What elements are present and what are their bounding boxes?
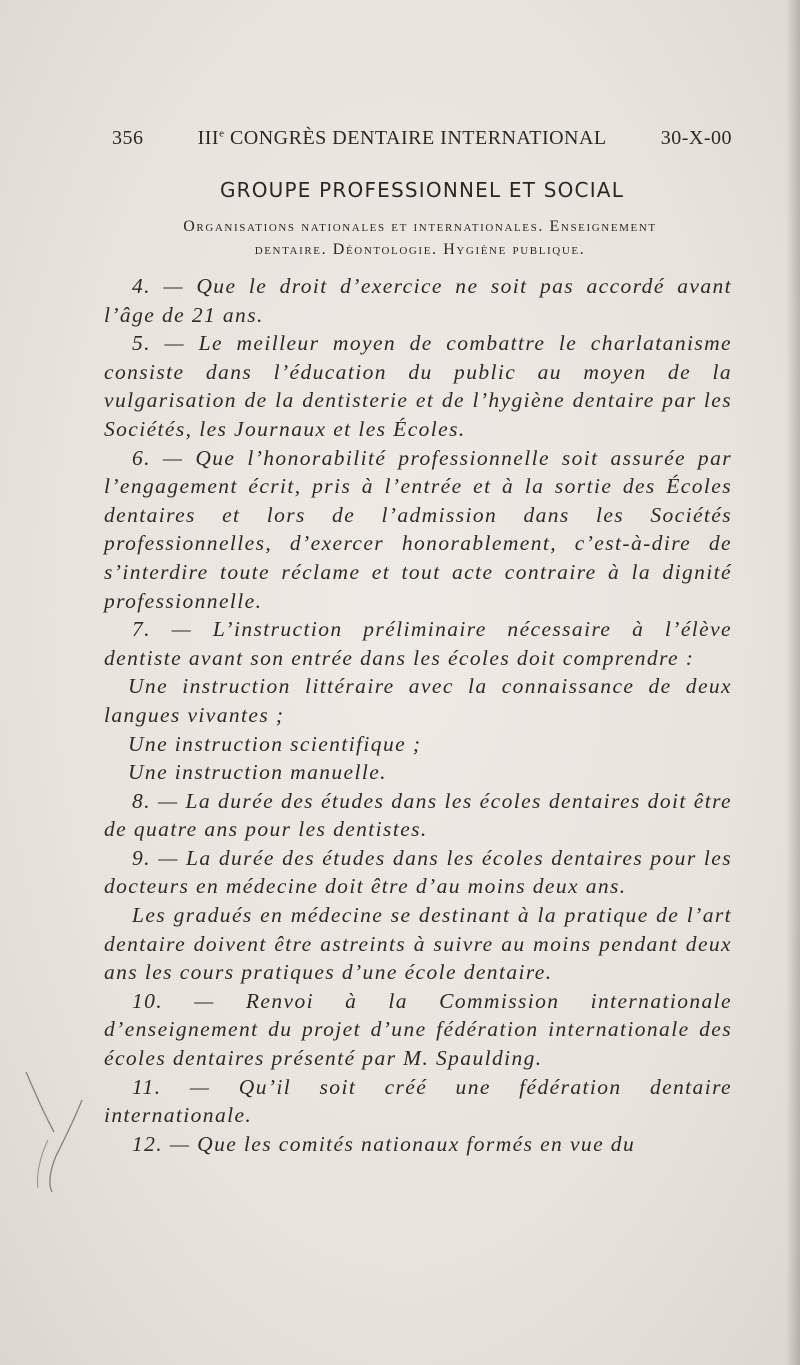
running-title <box>198 127 607 150</box>
page-number: 356 <box>112 127 144 149</box>
resolution-7-item-scientific: Une instruction scientifique ; <box>128 731 422 756</box>
resolution-9: 9. — La durée des études dans les écoles dentaires pour les docteurs en médecine doit être d’au moins deux ans. <box>104 845 732 899</box>
resolution-7-item-manual: Une instruction manuelle. <box>128 760 387 785</box>
resolution-7-item-literary: Une instruction littéraire avec la connaissance de deux langues vivantes ; <box>104 674 732 727</box>
resolution-12: 12. — Que les comités nationaux formés en vue du <box>132 1131 636 1156</box>
running-date: 30-X-00 <box>660 127 732 149</box>
resolution-5: 5. — Le meilleur moyen de combattre le charlatanisme consiste dans l’éducation du public au moyen de la vulgarisation de la dentisterie et de l’hygiène dentaire par les Sociétés, les Journaux et les Écoles. <box>104 331 732 441</box>
resolution-10: 10. — Renvoi à la Commission internationale d’enseignement du projet d’une fédération internationale des écoles dentaires présenté par M. Spaulding. <box>104 988 732 1071</box>
running-head <box>112 127 732 150</box>
section-subtitle <box>104 215 736 261</box>
subtitle-line-1: Organisations nationales et internationales. Enseignement <box>183 218 657 235</box>
resolution-11: 11. — Qu’il soit créé une fédération dentaire internationale. <box>104 1074 732 1128</box>
resolution-6: 6. — Que l’honorabilité professionnelle soit assurée par l’engagement écrit, pris à l’entrée et à la sortie des Écoles dentaires et lors de l’admission dans les Sociétés professionnelles, d’exercer honorablement, c’est-à-dire de s’interdire toute réclame et tout acte contraire à la dignité professionnelle. <box>104 445 732 613</box>
resolution-4: 4. — Que le droit d’exercice ne soit pas accordé avant l’âge de 21 ans. <box>104 274 732 327</box>
page-edge-shadow <box>786 0 800 1365</box>
subtitle-line-2: dentaire. Déontologie. Hygiène publique. <box>254 241 586 258</box>
resolution-9-graduates: Les gradués en médecine se destinant à la pratique de l’art dentaire doivent être astreints à suivre au moins pendant deux ans les cours pratiques d’une école dentaire. <box>104 903 732 985</box>
resolution-7: 7. — L’instruction préliminaire nécessaire à l’élève dentiste avant son entrée dans les écoles doit comprendre : <box>104 617 732 670</box>
running-title-rest: CONGRÈS DENTAIRE INTERNATIONAL <box>224 127 607 149</box>
section-title: GROUPE PROFESSIONNEL ET SOCIAL <box>219 178 625 202</box>
resolutions-text <box>104 272 732 1158</box>
running-title-sup: e <box>219 127 225 140</box>
running-title-prefix: III <box>197 127 220 149</box>
resolution-8: 8. — La durée des études dans les écoles dentaires doit être de quatre ans pour les dentistes. <box>104 788 732 842</box>
pencil-margin-mark <box>20 1060 90 1200</box>
